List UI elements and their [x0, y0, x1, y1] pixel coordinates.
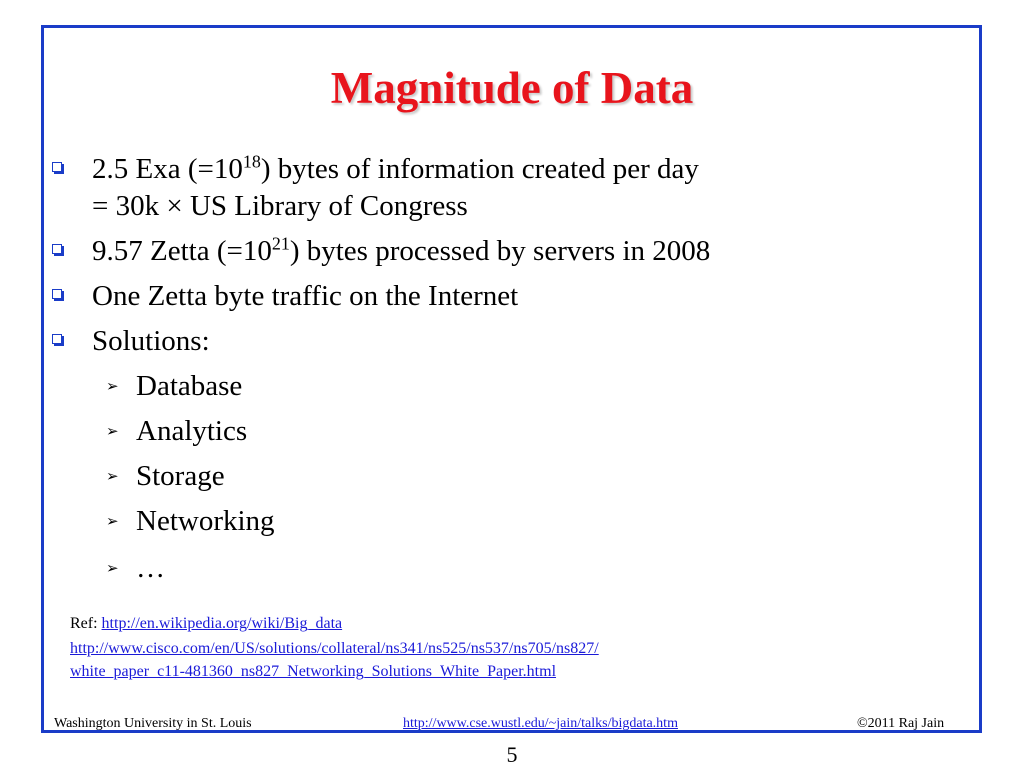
arrowhead-bullet-icon: ➢ — [106, 422, 119, 440]
footer-institution: Washington University in St. Louis — [54, 716, 252, 731]
page-number: 5 — [506, 742, 518, 767]
reference-line — [70, 638, 599, 660]
reference-label: Ref: — [70, 615, 102, 632]
hollow-square-bullet-icon — [52, 334, 62, 344]
arrowhead-bullet-icon: ➢ — [106, 512, 119, 530]
reference-line — [70, 613, 342, 635]
bullet-text: Solutions: — [92, 325, 210, 357]
reference-line — [70, 661, 556, 683]
hollow-square-bullet-icon — [52, 289, 62, 299]
hollow-square-bullet-icon — [52, 244, 62, 254]
exponent: 21 — [271, 233, 290, 254]
footer-copyright: ©2011 Raj Jain — [857, 716, 945, 731]
bullet-text: One Zetta byte traffic on the Internet — [92, 280, 519, 312]
wikipedia-link[interactable]: http://en.wikipedia.org/wiki/Big_data — [101, 615, 343, 632]
footer-url-link[interactable]: http://www.cse.wustl.edu/~jain/talks/bigdata.htm — [403, 716, 678, 731]
bullet-text: 2.5 Exa $(=10^{18})$ bytes of information created per day — [92, 151, 699, 185]
arrowhead-bullet-icon: ➢ — [106, 559, 119, 577]
exponent: 18 — [242, 151, 261, 172]
arrowhead-bullet-icon: ➢ — [106, 377, 119, 395]
bullet-text: 9.57 Zetta $(=10^{21})$ bytes processed by servers in 2008 — [92, 233, 711, 267]
cisco-link-continued[interactable]: white_paper_c11-481360_ns827_Networking_Solutions_White_Paper.html — [70, 663, 557, 680]
cisco-link[interactable]: http://www.cisco.com/en/US/solutions/collateral/ns341/ns525/ns537/ns705/ns827/ — [70, 640, 599, 657]
slide-title: Magnitude of Data — [330, 63, 694, 113]
arrowhead-bullet-icon: ➢ — [106, 467, 119, 485]
hollow-square-bullet-icon — [52, 162, 62, 172]
